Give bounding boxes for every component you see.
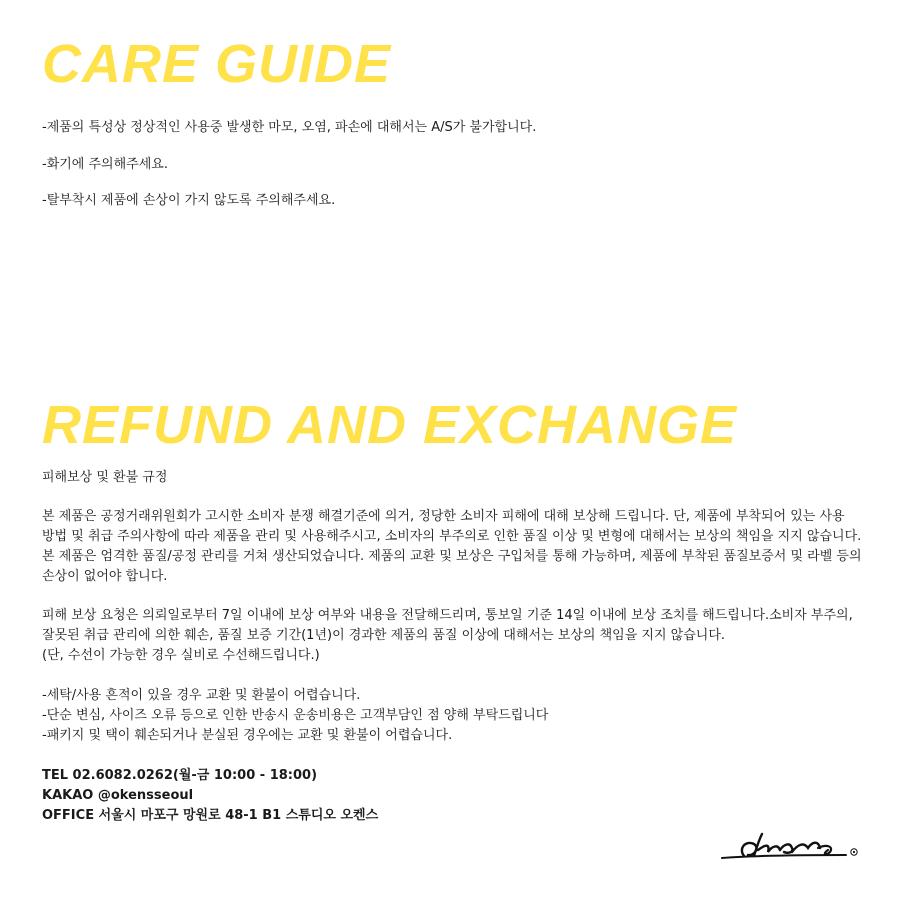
contact-office: OFFICE 서울시 마포구 망원로 48-1 B1 스튜디오 오켄스 xyxy=(42,808,379,823)
refund-exchange-heading: REFUND AND EXCHANGE xyxy=(42,395,738,455)
notice-used: -세탁/사용 흔적이 있을 경우 교환 및 환불이 어렵습니다. xyxy=(42,688,361,703)
okens-signature-logo xyxy=(718,822,866,868)
contact-kakao: KAKAO @okensseoul xyxy=(42,788,194,803)
contact-tel: TEL 02.6082.0262(월-금 10:00 - 18:00) xyxy=(42,768,318,783)
care-line-wear: -제품의 특성상 정상적인 사용중 발생한 마모, 오염, 파손에 대해서는 A/S가 불가합니다. xyxy=(42,120,537,135)
care-guide-heading: CARE GUIDE xyxy=(42,34,392,94)
care-line-fire: -화기에 주의해주세요. xyxy=(42,157,168,172)
notice-package: -패키지 및 택이 훼손되거나 분실된 경우에는 교환 및 환불이 어렵습니다. xyxy=(42,728,453,743)
refund-subtitle: 피해보상 및 환불 규정 xyxy=(42,470,168,485)
refund-paragraph-note: (단, 수선이 가능한 경우 실비로 수선해드립니다.) xyxy=(42,648,320,663)
notice-shipping: -단순 변심, 사이즈 오류 등으로 인한 반송시 운송비용은 고객부담인 점 양해 부탁드립니다 xyxy=(42,708,549,723)
refund-paragraph-policy: 본 제품은 공정거래위원회가 고시한 소비자 분쟁 해결기준에 의거, 정당한 소비자 피해에 대해 보상해 드립니다. 단, 제품에 부착되어 있는 사용 방법 및 취급 주의사항에 따라 제품을 관리 및 사용해주시고, 소비자의 부주의로 인한 품질 이상 및 변형에 대해서는 보상의 책임을 지지 않습니다. 본 제품은 엄격한 품질/공정 관리를 거쳐 생산되었습니다. 제품의 교환 및 보상은 구입처를 통해 가능하며, 제품에 부착된 품질보증서 및 라벨 등의 손상이 없어야 합니다. xyxy=(42,509,862,584)
care-line-detach: -탈부착시 제품에 손상이 가지 않도록 주의해주세요. xyxy=(42,193,336,208)
refund-paragraph-request: 피해 보상 요청은 의뢰일로부터 7일 이내에 보상 여부와 내용을 전달해드리며, 통보일 기준 14일 이내에 보상 조치를 해드립니다.소비자 부주의, 잘못된 취급 관리에 의한 훼손, 품질 보증 기간(1년)이 경과한 제품의 품질 이상에 대해서는 보상의 책임을 지지 않습니다. xyxy=(42,608,853,643)
